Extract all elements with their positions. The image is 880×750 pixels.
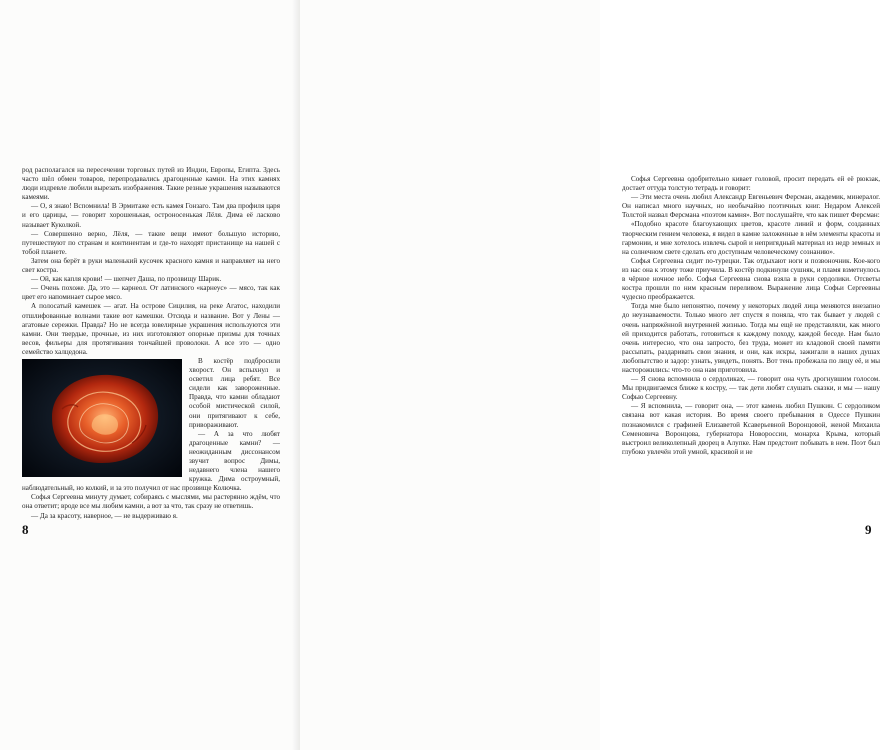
left-page-text [22, 166, 280, 521]
paragraph: — Эти места очень любил Александр Евгеньевич Ферсман, академик, минералог. Он написал много научных, но необычайно поэтичных книг. Недаром Алексей Толстой назвал Ферсмана «поэтом камня». Вот послушайте, что как пишет Ферсман: [622, 193, 880, 220]
agate-stone-photo [22, 359, 182, 477]
paragraph: — Я вспомнила, — говорит она, — этот камень любил Пушкин. С сердоликом связана вот какая история. Во время своего пребывания в Одессе Пушкин познакомился с графиней Елизаветой Ксаверьевной Воронцовой, женой Михаила Семеновича Воронцова, губернатора Новороссии, монарха Крыма, который выстроил великолепный дворец в Алупке. Нам предстоит побывать в нем. Поэт был глубоко увлечён этой умной, красивой и не [622, 402, 880, 456]
right-page [300, 0, 880, 750]
left-top-paragraphs [22, 166, 280, 357]
paragraph: Затем она берёт в руки маленький кусочек красного камня и направляет на него свет костра. [22, 256, 280, 275]
left-wrap-area [22, 357, 280, 521]
paragraph: Тогда мне было непонятно, почему у некоторых людей лица меняются внезапно до неузнаваемости. Только много лет спустя я поняла, что так бывает у людей с очень напряжённой внутренней жизнью. Тогда мы ещё не представляли, как много ей приходится работать, готовиться к каждому походу, каждой беседе. Нам было очень интересно, что она запросто, без труда, может из кладовой своей памяти рассыпать, раздаривать свои знания, и они, как искры, зажигали в наших душах любопытство и задор: узнать, увидеть, понять. Вот тень пробежала по лицу её, и мы насторожились: что-то она нам приготовила. [622, 302, 880, 374]
page-number-left: 8 [22, 522, 29, 537]
paragraph: «Подобно красоте благоухающих цветов, красоте линий и форм, созданных творческим гением человека, я видел в камне заложенные в нём элементы красоты и гармонии, и мне хотелось извлечь сырой и непригядный материал из недр земных и на солнечном свете сделать его доступным человеческому сознанию». [622, 220, 880, 256]
paragraph: род располагался на пересечении торговых путей из Индии, Европы, Египта. Здесь часто шёл обмен товаров, перепродавались драгоценные камни. На этих камнях люди издревле любили вырезать изображения. Такие резные украшения называются камеями. [22, 166, 280, 202]
left-page [0, 0, 300, 750]
paragraph: — Да за красоту, наверное, — не выдерживаю я. [31, 511, 178, 520]
paragraph: — А за что любят драгоценные камни? — неожиданным диссонансом звучит вопрос Димы, недавнего члена нашего кружка. Дима остроумный, наблюдательный, но колкий, и за это получил от нас прозвище Колючка. [22, 429, 280, 493]
paragraph: — Очень похоже. Да, это — карнеол. От латинского «карнеус» — мясо, так как цвет его напоминает сырое мясо. [22, 284, 280, 302]
paragraph: — Совершенно верно, Лёля, — такие вещи имеют большую историю, путешествуют по странам и континентам и где-то находят пристанище на нашей с тобой планете. [22, 229, 280, 256]
paragraph: А полосатый камешек — агат. На острове Сицилия, на реке Агатос, находили отшлифованные волнами такие вот камешки. Отсюда и название. Вот у Лены — агатовые сережки. Правда? Но не всегда ювелирные украшения используются эти камни. Они твердые, прочные, из них изготовляют опорные призмы для точных весов, фильеры для протягивания тончайшей проволоки. А все это — одно семейство халцедона. [22, 302, 280, 356]
page-number-right: 9 [865, 522, 872, 537]
paragraph: — Я снова вспомнила о сердоликах, — говорит она чуть дрогнувшим голосом. Мы придвигаемся ближе к костру, — так дети любят слушать сказки, и мы — нашу Софью Сергеевну. [622, 375, 880, 402]
paragraph: Софья Сергеевна одобрительно кивает головой, просит передать ей её рюкзак, достает оттуда толстую тетрадь и говорит: [622, 175, 880, 193]
paragraph: — Ой, как капля крови! — шепчет Даша, по прозвищу Шарик. [31, 275, 222, 284]
paragraph: В костёр подбросили хворост. Он вспыхнул и осветил лица ребят. Все сидели как завороженные. Правда, что камни обладают особой мистической силой, они притягивают к себе, привораживают. [189, 356, 280, 429]
paragraph: Софья Сергеевна минуту думает, собираясь с мыслями, мы растерянно ждём, что она ответит; вроде все мы любим камни, а вот за что, так сразу не ответишь. [22, 493, 280, 511]
right-page-text [622, 175, 880, 457]
paragraph: Софья Сергеевна сидит по-турецки. Так отдыхают ноги и позвоночник. Кое-кого из нас она к этому тоже приучила. В костёр подкинули сушняк, и пламя взметнулось в чёрное ночное небо. Софья Сергеевна снова взяла в руки сердолики. Отсветы костра прошли по ним красным переливом. Выражение лица Софьи Сергеевны чудесно преображается. [622, 256, 880, 302]
paragraph: — О, я знаю! Вспомнила! В Эрмитаже есть камея Гонзаго. Там два профиля царя и его царицы, — говорит хорошенькая, остроносенькая Лёля. Дима её ласково называет Куколкой. [22, 202, 280, 229]
